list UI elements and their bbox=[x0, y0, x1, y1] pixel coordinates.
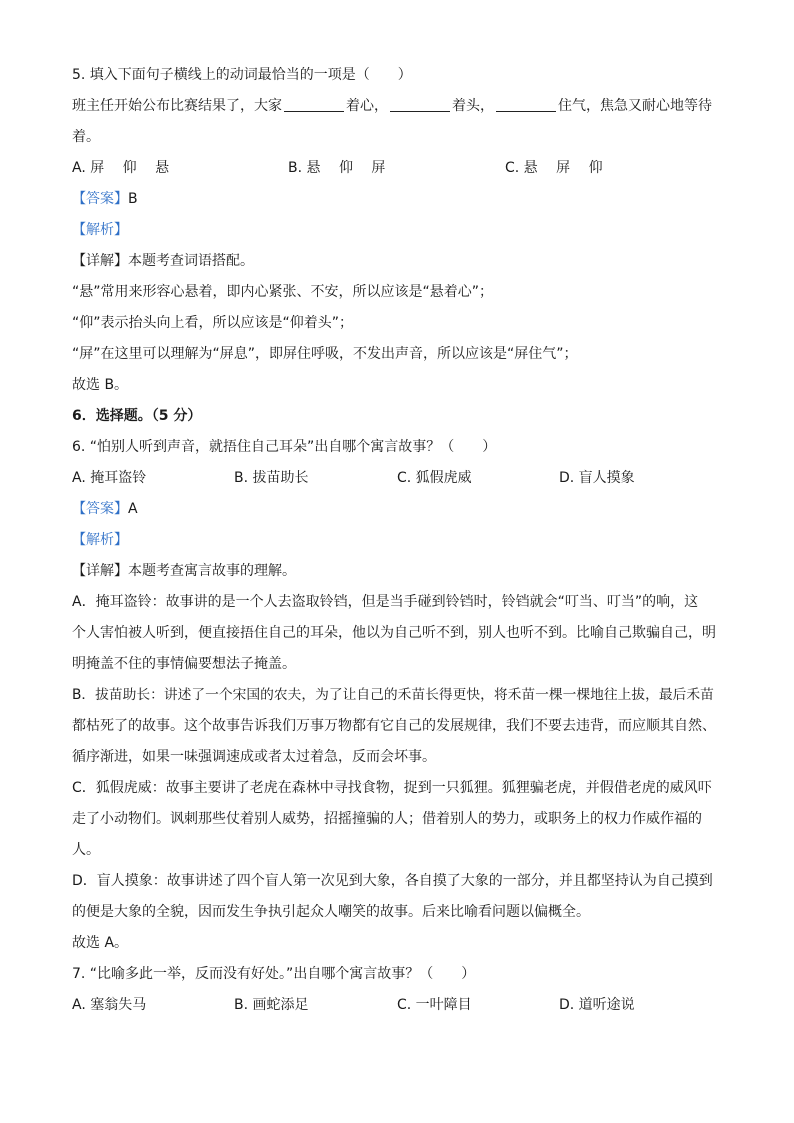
q7-option-b: B. 画蛇添足 bbox=[234, 997, 309, 1013]
q6-explanation-line: 循序渐进，如果一味强调速成或者太过着急，反而会坏事。 bbox=[72, 749, 436, 765]
analysis-tag: 【解析】 bbox=[72, 532, 128, 548]
q6-option-a: A. 掩耳盗铃 bbox=[72, 470, 147, 486]
q6-explanation-line: 走了小动物们。讽刺那些仗着别人威势，招摇撞骗的人；借着别人的势力，或职务上的权力作威作福的 bbox=[72, 811, 702, 827]
q5-detail bbox=[72, 246, 722, 277]
q6-option-c: C. 狐假虎威 bbox=[397, 470, 472, 486]
q6-explanation-line: 的便是大象的全貌，因而发生争执引起众人嘲笑的故事。后来比喻看问题以偏概全。 bbox=[72, 904, 590, 920]
q5-blank-2 bbox=[390, 97, 450, 112]
q5-sentence bbox=[72, 91, 722, 122]
q7-options bbox=[72, 990, 722, 1021]
q5-sentence-part-a: 班主任开始公布比赛结果了，大家 bbox=[72, 98, 282, 114]
q6-explanation-line: B．拔苗助长：讲述了一个宋国的农夫，为了让自己的禾苗长得更快，将禾苗一棵一棵地往上拔，最后禾苗 bbox=[72, 687, 714, 703]
q7-option-c: C. 一叶障目 bbox=[397, 997, 472, 1013]
q6-options bbox=[72, 463, 722, 494]
q5-option-b: B. 悬 仰 屏 bbox=[288, 160, 386, 176]
q6-explanation-line: 明掩盖不住的事情偏要想法子掩盖。 bbox=[72, 656, 296, 672]
q5-explanation-line: “屏”在这里可以理解为“屏息”，即屏住呼吸，不发出声音，所以应该是“屏住气”； bbox=[72, 346, 578, 362]
q7-option-d: D. 道听途说 bbox=[559, 997, 635, 1013]
q6-explanation-line: D．盲人摸象：故事讲述了四个盲人第一次见到大象，各自摸了大象的一部分，并且都坚持认为自己摸到 bbox=[72, 873, 713, 889]
q5-detail-text: 本题考查词语搭配。 bbox=[128, 253, 254, 269]
q5-explanation-line: “仰”表示抬头向上看，所以应该是“仰着头”； bbox=[72, 315, 354, 331]
analysis-tag: 【解析】 bbox=[72, 222, 128, 238]
q6-detail bbox=[72, 556, 722, 587]
q5-option-a: A. 屏 仰 悬 bbox=[72, 160, 170, 176]
q6-detail-text: 本题考查寓言故事的理解。 bbox=[128, 563, 296, 579]
q6-explanation-line: A．掩耳盗铃：故事讲的是一个人去盗取铃铛，但是当手碰到铃铛时，铃铛就会“叮当、叮当”的响，这 bbox=[72, 594, 699, 610]
q6-answer bbox=[72, 494, 722, 525]
q5-sentence-end: 着。 bbox=[72, 129, 100, 145]
q6-answer-value: A bbox=[128, 501, 138, 517]
q5-sentence-part-b: 着心， bbox=[346, 98, 388, 114]
q6-explanation-line: C．狐假虎威：故事主要讲了老虎在森林中寻找食物，捉到一只狐狸。狐狸骗老虎，并假借老虎的威风吓 bbox=[72, 780, 712, 796]
q5-answer-value: B bbox=[128, 191, 138, 207]
q6-conclusion: 故选 A。 bbox=[72, 935, 129, 951]
q6-explanation-line: 都枯死了的故事。这个故事告诉我们万事万物都有它自己的发展规律，我们不要去违背，而应顺其自然、 bbox=[72, 718, 716, 734]
q5-options bbox=[72, 153, 722, 184]
q5-sentence-part-d: 住气，焦急又耐心地等待 bbox=[558, 98, 712, 114]
q5-sentence-part-c: 着头， bbox=[452, 98, 494, 114]
q6-stem: 6. “怕别人听到声音，就捂住自己耳朵”出自哪个寓言故事？（ ） bbox=[72, 439, 497, 455]
detail-tag: 【详解】 bbox=[72, 253, 128, 269]
q7-option-a: A. 塞翁失马 bbox=[72, 997, 147, 1013]
q7-stem: 7. “比喻多此一举，反而没有好处。”出自哪个寓言故事？（ ） bbox=[72, 966, 476, 982]
q5-option-c: C. 悬 屏 仰 bbox=[505, 160, 603, 176]
answer-tag: 【答案】 bbox=[72, 501, 128, 517]
q5-blank-1 bbox=[284, 97, 344, 112]
answer-tag: 【答案】 bbox=[72, 191, 128, 207]
detail-tag: 【详解】 bbox=[72, 563, 128, 579]
document-page bbox=[72, 60, 722, 1021]
q5-conclusion: 故选 B。 bbox=[72, 377, 129, 393]
q6-option-d: D. 盲人摸象 bbox=[559, 470, 635, 486]
q5-answer bbox=[72, 184, 722, 215]
q6-explanation-line: 人。 bbox=[72, 842, 100, 858]
q6-option-b: B. 拔苗助长 bbox=[234, 470, 309, 486]
q6-explanation-line: 个人害怕被人听到，便直接捂住自己的耳朵，他以为自己听不到，别人也听不到。比喻自己欺骗自己，明 bbox=[72, 625, 716, 641]
q5-blank-3 bbox=[496, 97, 556, 112]
section-6-title: 6．选择题。（5 分） bbox=[72, 408, 202, 424]
q5-stem: 5. 填入下面句子横线上的动词最恰当的一项是（ ） bbox=[72, 67, 412, 83]
q5-explanation-line: “悬”常用来形容心悬着，即内心紧张、不安，所以应该是“悬着心”； bbox=[72, 284, 494, 300]
